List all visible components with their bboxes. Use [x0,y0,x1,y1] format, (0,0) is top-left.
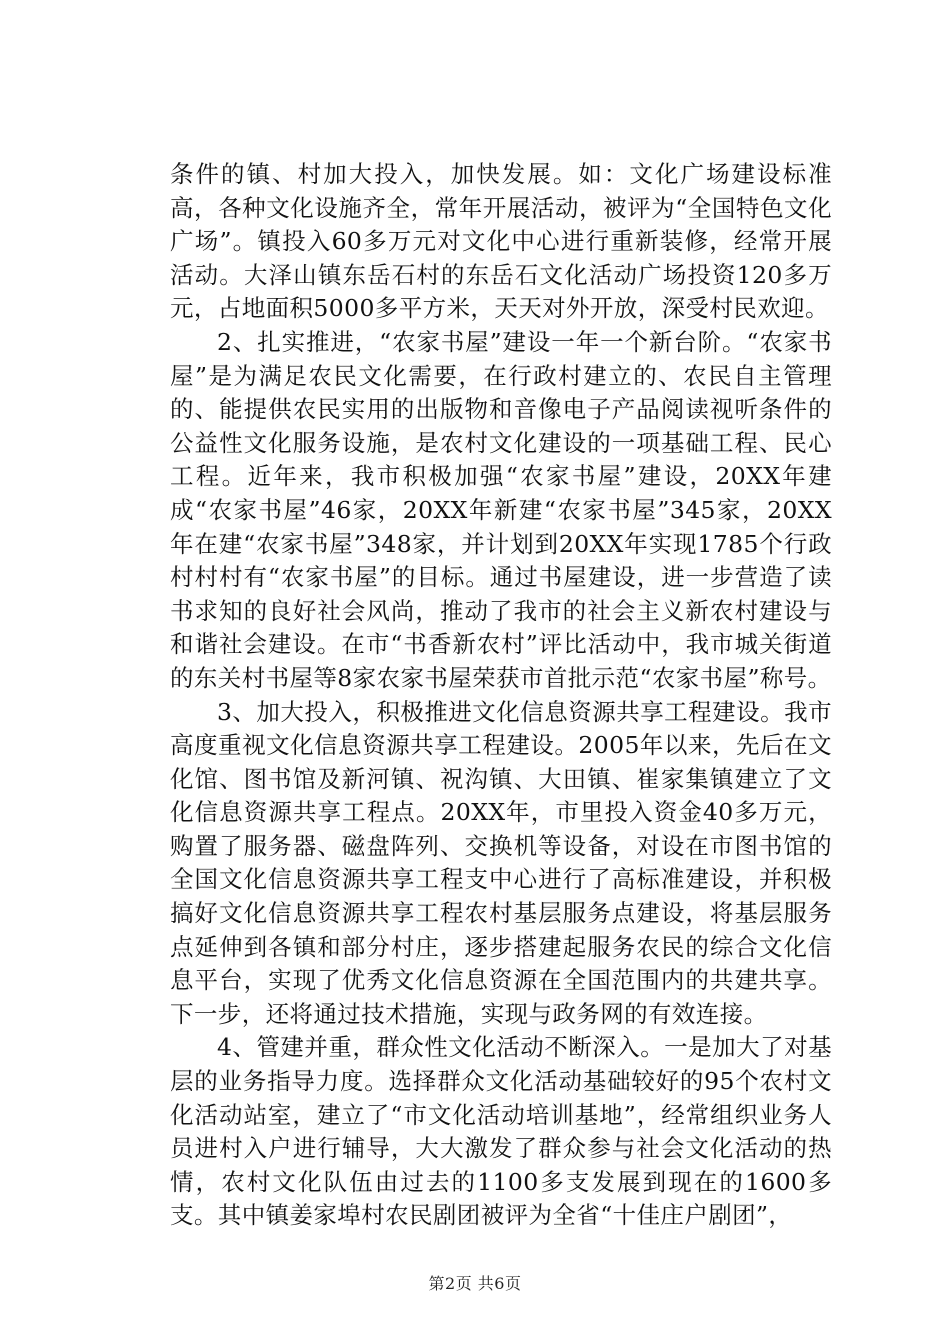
paragraph-2: 2、扎实推进，“农家书屋”建设一年一个新台阶。“农家书屋”是为满足农民文化需要，在行政村建立的、农民自主管理的、能提供农民实用的出版物和音像电子产品阅读视听条件的公益性文化服务设施，是农村文化建设的一项基础工程、民心工程。近年来，我市积极加强“农家书屋”建设，20XX年建成“农家书屋”46家，20XX年新建“农家书屋”345家，20XX年在建“农家书屋”348家，并计划到20XX年实现1785个行政村村村有“农家书屋”的目标。通过书屋建设，进一步营造了读书求知的良好社会风尚，推动了我市的社会主义新农村建设与和谐社会建设。在市“书香新农村”评比活动中，我市城关街道的东关村书屋等8家农家书屋荣获市首批示范“农家书屋”称号。 [170,327,832,692]
paragraph-1: 条件的镇、村加大投入，加快发展。如：文化广场建设标准高，各种文化设施齐全，常年开展活动，被评为“全国特色文化广场”。镇投入60多万元对文化中心进行重新装修，经常开展活动。大泽山镇东岳石村的东岳石文化活动广场投资120多万元，占地面积5000多平方米，天天对外开放，深受村民欢迎。 [170,160,832,323]
paragraph-4: 4、管建并重，群众性文化活动不断深入。一是加大了对基层的业务指导力度。选择群众文化活动基础较好的95个农村文化活动站室，建立了“市文化活动培训基地”，经常组织业务人员进村入户进行辅导，大大激发了群众参与社会文化活动的热情，农村文化队伍由过去的1100多支发展到现在的1600多支。其中镇姜家埠村农民剧团被评为全省“十佳庄户剧团”， [170,1033,832,1230]
document-body [170,158,832,1233]
paragraph-3: 3、加大投入，积极推进文化信息资源共享工程建设。我市高度重视文化信息资源共享工程建设。2005年以来，先后在文化馆、图书馆及新河镇、祝沟镇、大田镇、崔家集镇建立了文化信息资源共享工程点。20XX年，市里投入资金40多万元，购置了服务器、磁盘阵列、交换机等设备，对设在市图书馆的全国文化信息资源共享工程支中心进行了高标准建设，并积极搞好文化信息资源共享工程农村基层服务点建设，将基层服务点延伸到各镇和部分村庄，逐步搭建起服务农民的综合文化信息平台，实现了优秀文化信息资源在全国范围内的共建共享。下一步，还将通过技术措施，实现与政务网的有效连接。 [170,697,832,1028]
page-footer: 第2页 共6页 [428,1274,522,1293]
